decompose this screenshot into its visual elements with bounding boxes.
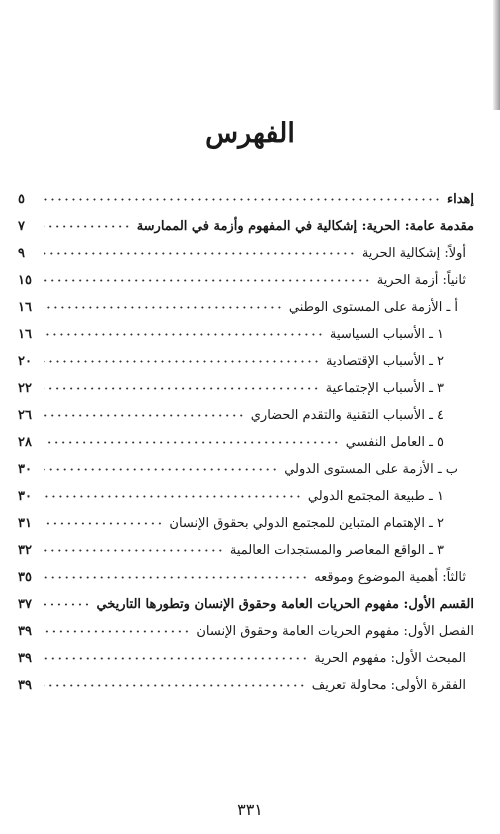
dot-leader (44, 333, 324, 336)
dot-leader (44, 198, 441, 201)
toc-entry-page: ٣١ (18, 516, 32, 531)
dot-leader (44, 306, 283, 309)
dot-leader (44, 603, 90, 606)
toc-entry (18, 267, 474, 294)
toc-entry (18, 294, 474, 321)
page-edge-shadow (493, 0, 500, 110)
toc-entry (18, 321, 474, 348)
toc-entry-page: ٣٩ (18, 678, 32, 693)
toc-entry-title: القسم الأول: مفهوم الحريات العامة وحقوق الإنسان وتطورها التاريخي (96, 597, 474, 612)
toc-entry (18, 240, 474, 267)
toc-entry-page: ٣٠ (18, 462, 32, 477)
toc-entry-page: ٢٠ (18, 354, 32, 369)
toc-entry (18, 429, 474, 456)
toc-entry-title: مقدمة عامة: الحرية: إشكالية في المفهوم وأزمة في الممارسة (136, 219, 474, 234)
toc-entry (18, 213, 474, 240)
dot-leader (44, 657, 308, 660)
dot-leader (44, 360, 320, 363)
toc-entry-page: ٧ (18, 219, 25, 234)
toc-entry-page: ٩ (18, 246, 25, 261)
toc-entry-title: ثانياً: أزمة الحرية (376, 273, 466, 288)
toc-entry-page: ٣٩ (18, 624, 32, 639)
dot-leader (44, 414, 245, 417)
toc-entry-title: ب ـ الأزمة على المستوى الدولي (284, 462, 458, 477)
toc-entry-title: المبحث الأول: مفهوم الحرية (314, 651, 466, 666)
toc-entry-title: أولاً: إشكالية الحرية (361, 246, 466, 261)
dot-leader (44, 252, 356, 255)
toc-entry (18, 456, 474, 483)
toc-entry-page: ٣٥ (18, 570, 32, 585)
toc-entry-title: ٣ ـ الواقع المعاصر والمستجدات العالمية (229, 543, 444, 558)
toc-entry-title: ٢ ـ الأسباب الإقتصادية (325, 354, 444, 369)
toc-entry-page: ١٦ (18, 327, 32, 342)
toc-entry (18, 537, 474, 564)
toc-entry (18, 348, 474, 375)
page-number: ٣٣١ (237, 800, 263, 819)
dot-leader (44, 225, 131, 228)
toc-entry-title: ١ ـ طبيعة المجتمع الدولي (307, 489, 444, 504)
dot-leader (44, 576, 308, 579)
toc-entry (18, 618, 474, 645)
toc-entry-page: ٣٩ (18, 651, 32, 666)
toc-entry-title: أ ـ الأزمة على المستوى الوطني (288, 300, 458, 315)
toc-entry-page: ٥ (18, 192, 25, 207)
toc-entry-page: ٢٨ (18, 435, 32, 450)
toc-entry-page: ٣٠ (18, 489, 32, 504)
dot-leader (44, 441, 340, 444)
toc-entry-title: ٣ ـ الأسباب الإجتماعية (325, 381, 444, 396)
dot-leader (44, 684, 306, 687)
toc-entry-page: ١٥ (18, 273, 32, 288)
toc-entry-title: ثالثاً: أهمية الموضوع وموقعه (314, 570, 466, 585)
toc-entry-page: ٢٦ (18, 408, 32, 423)
toc-entry (18, 672, 474, 699)
dot-leader (44, 279, 371, 282)
toc-entry (18, 510, 474, 537)
dot-leader (44, 468, 278, 471)
dot-leader (44, 387, 320, 390)
toc-entry (18, 645, 474, 672)
page-title: الفهرس (205, 118, 295, 149)
dot-leader (44, 630, 190, 633)
toc-entry-page: ٢٢ (18, 381, 32, 396)
toc-entry-title: ٥ ـ العامل النفسي (345, 435, 444, 450)
toc-entry-title: الفصل الأول: مفهوم الحريات العامة وحقوق الإنسان (196, 624, 474, 639)
toc-entry-page: ٣٢ (18, 543, 32, 558)
toc-entry (18, 375, 474, 402)
toc-entry (18, 591, 474, 618)
toc-entry-title: ١ ـ الأسباب السياسية (329, 327, 444, 342)
toc-entry-page: ١٦ (18, 300, 32, 315)
toc-entry-title: ٤ ـ الأسباب التقنية والتقدم الحضاري (250, 408, 444, 423)
dot-leader (44, 549, 224, 552)
toc-entry (18, 186, 474, 213)
dot-leader (44, 522, 163, 525)
toc-entry-page: ٣٧ (18, 597, 32, 612)
toc-entry (18, 402, 474, 429)
toc-entry-title: الفقرة الأولى: محاولة تعريف (311, 678, 466, 693)
dot-leader (44, 495, 302, 498)
toc-entry (18, 564, 474, 591)
table-of-contents (18, 186, 474, 699)
toc-entry-title: ٢ ـ الإهتمام المتباين للمجتمع الدولي بحقوق الإنسان (169, 516, 444, 531)
toc-entry (18, 483, 474, 510)
toc-entry-title: إهداء (446, 192, 474, 207)
